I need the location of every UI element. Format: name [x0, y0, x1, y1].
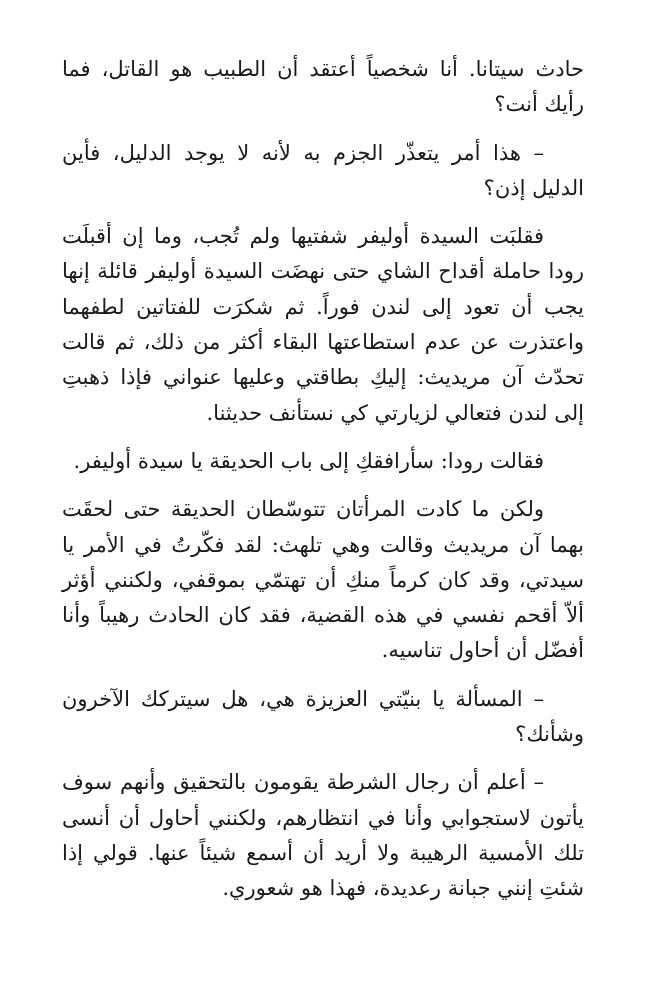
- paragraph-1: حادث سيتانا. أنا شخصياً أعتقد أن الطبيب هو القاتل، فما رأيك أنت؟: [62, 57, 584, 117]
- paragraph-5: ولكن ما كادت المرأتان تتوسّطان الحديقة حتى لحقَت بهما آن مريديث وقالت وهي تلهث: لقد فكّرتُ في الأمر يا سيدتي، وقد كان كرماً منكِ أن تهتمّي بموقفي، ولكنني أؤثر ألاّ أقحم نفسي في هذه القضية، فقد كان الحادث رهيباً وأنا أفضّل أن أحاول تناسيه.: [62, 497, 584, 663]
- paragraph-4: فقالت رودا: سأرافقكِ إلى باب الحديقة يا سيدة أوليفر.: [73, 448, 544, 473]
- paragraph-2: – هذا أمر يتعذّر الجزم به لأنه لا يوجد الدليل، فأين الدليل إذن؟: [62, 140, 584, 200]
- paragraph-6: – المسألة يا بنيّتي العزيزة هي، هل سيتركك الآخرون وشأنك؟: [62, 686, 584, 747]
- book-page: [62, 52, 584, 920]
- paragraph-3: فقلبَت السيدة أوليفر شفتيها ولم تُجب، وما إن أقبلَت رودا حاملة أقداح الشاي حتى نهضَت السيدة أوليفر قائلة إنها يجب أن تعود إلى لندن فوراً. ثم شكرَت للفتاتين لطفهما واعتذرت عن عدم استطاعتها البقاء أكثر من ذلك، ثم قالت تحدّث آن مريديث: إليكِ بطاقتي وعليها عنواني فإذا ذهبتِ إلى لندن فتعالي لزيارتي كي نستأنف حديثنا.: [62, 224, 584, 425]
- paragraph-7: – أعلم أن رجال الشرطة يقومون بالتحقيق وأنهم سوف يأتون لاستجوابي وأنا في انتظارهم، ولكنني أحاول أن أنسى تلك الأمسية الرهيبة ولا أريد أن أسمع شيئاً عنها. قولي إذا شئتِ إنني جبانة رعديدة، فهذا هو شعوري.: [62, 770, 584, 901]
